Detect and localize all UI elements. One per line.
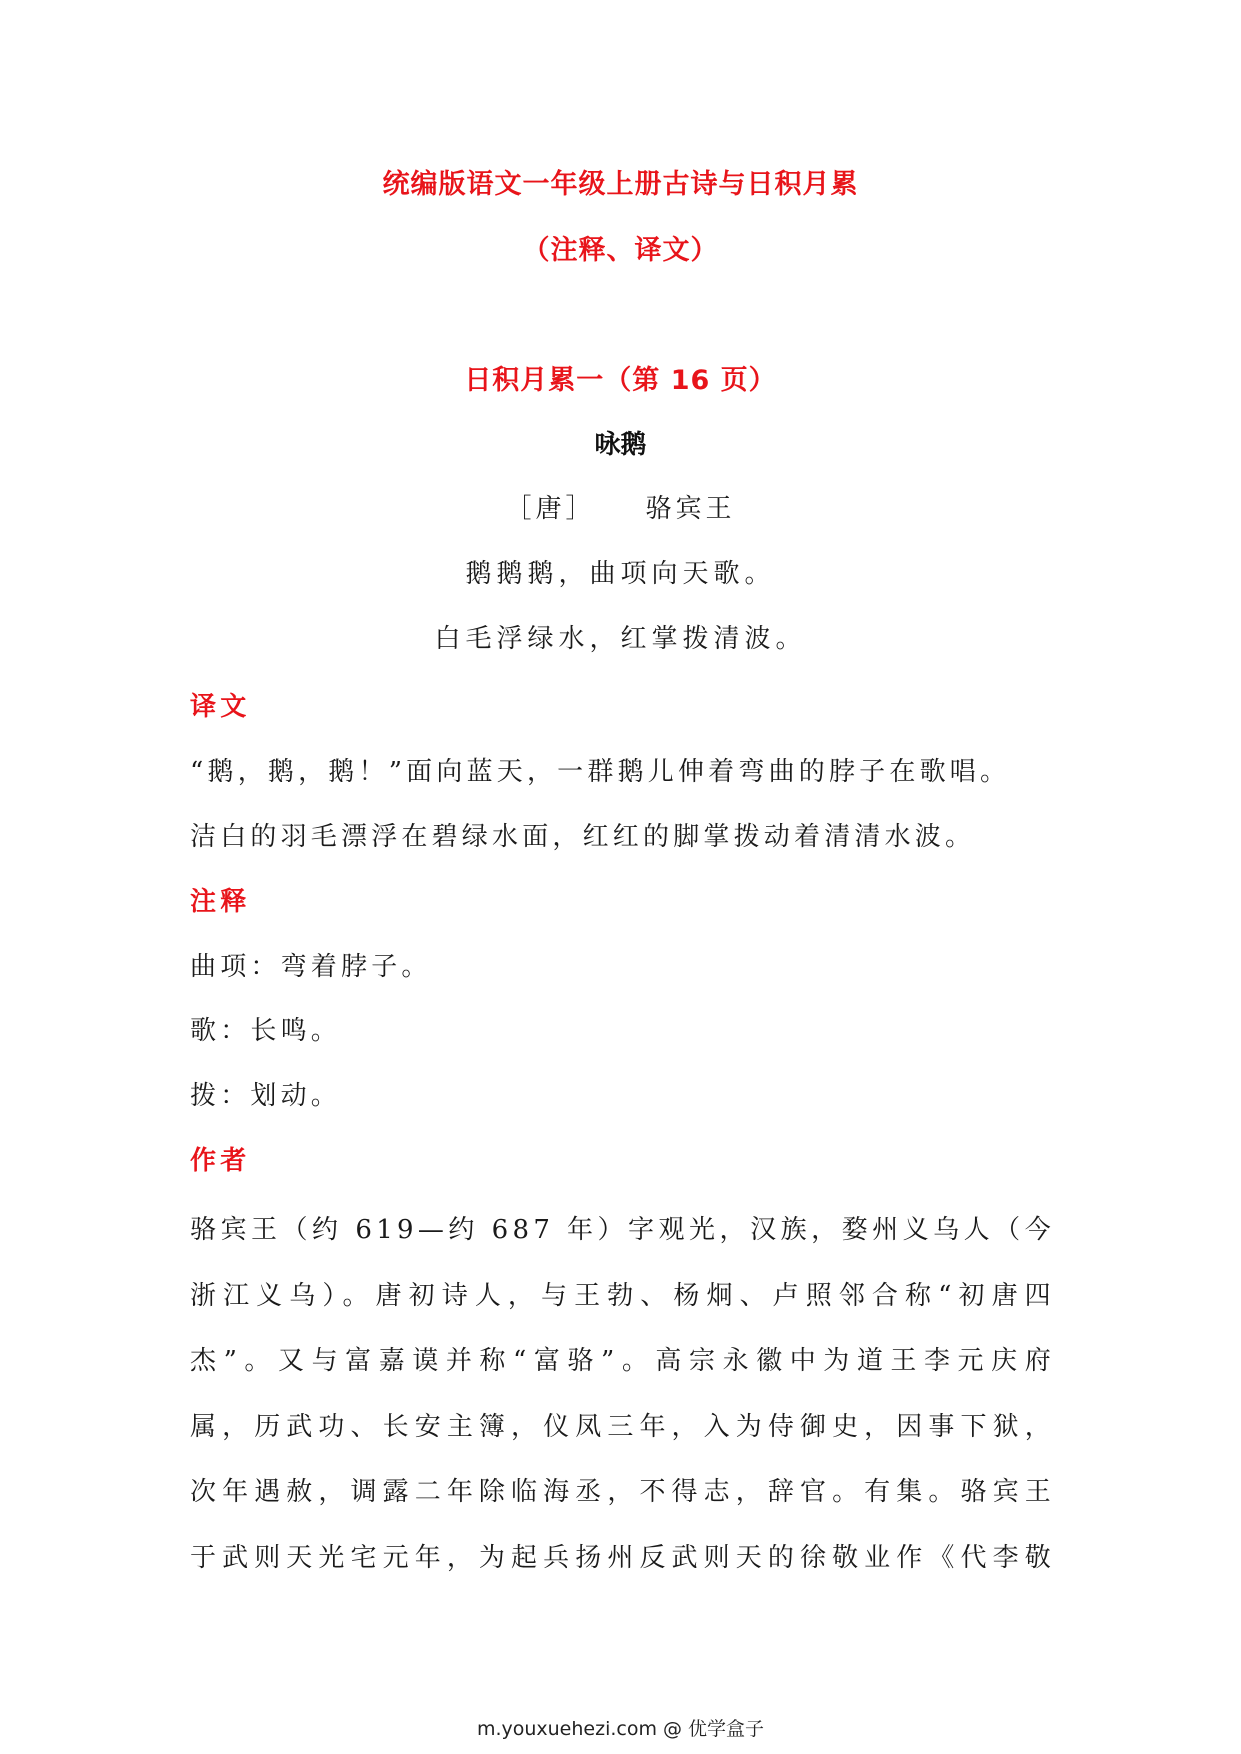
translation-line: 洁白的羽毛漂浮在碧绿水面，红红的脚掌拨动着清清水波。 [190, 822, 976, 852]
biography-line: 于武则天光宅元年，为起兵扬州反武则天的徐敬业作《代李敬 [190, 1542, 1055, 1573]
author-heading: 作者 [190, 1146, 251, 1176]
note-item: 曲项：弯着脖子。 [190, 952, 432, 982]
biography-line: 骆宾王（约 619—约 687 年）字观光，汉族，婺州义乌人（今 [190, 1215, 1055, 1245]
biography-line: 次年遇赦，调露二年除临海丞，不得志，辞官。有集。骆宾王 [190, 1477, 1055, 1507]
notes-heading: 注释 [190, 887, 251, 917]
translation-line: “鹅，鹅，鹅！”面向蓝天，一群鹅儿伸着弯曲的脖子在歌唱。 [190, 757, 1011, 787]
document-title: 统编版语文一年级上册古诗与日积月累 [382, 169, 859, 200]
poem-byline [0, 488, 1241, 525]
page-footer: m.youxuehezi.com @ 优学盒子 [476, 1718, 765, 1740]
biography-line: 杰”。又与富嘉谟并称“富骆”。高宗永徽中为道王李元庆府 [190, 1346, 1055, 1376]
note-item: 歌：长鸣。 [190, 1016, 342, 1046]
poem-title: 咏鹅 [594, 430, 647, 460]
poem-author: 骆宾王 [645, 494, 736, 524]
translation-heading: 译文 [190, 692, 251, 722]
section-title: 日积月累一（第 16 页） [464, 365, 777, 396]
biography-line: 属，历武功、长安主簿，仪凤三年，入为侍御史，因事下狱， [190, 1411, 1055, 1442]
poem-dynasty: ［唐］ [505, 494, 596, 524]
document-subtitle: （注释、译文） [522, 235, 719, 266]
note-item: 拨：划动。 [190, 1081, 342, 1111]
poem-line: 白毛浮绿水，红掌拨清波。 [434, 624, 807, 654]
author-biography [190, 1198, 1055, 1591]
biography-line: 浙江义乌）。唐初诗人，与王勃、杨炯、卢照邻合称“初唐四 [190, 1280, 1055, 1311]
poem-line: 鹅鹅鹅，曲项向天歌。 [465, 559, 776, 589]
